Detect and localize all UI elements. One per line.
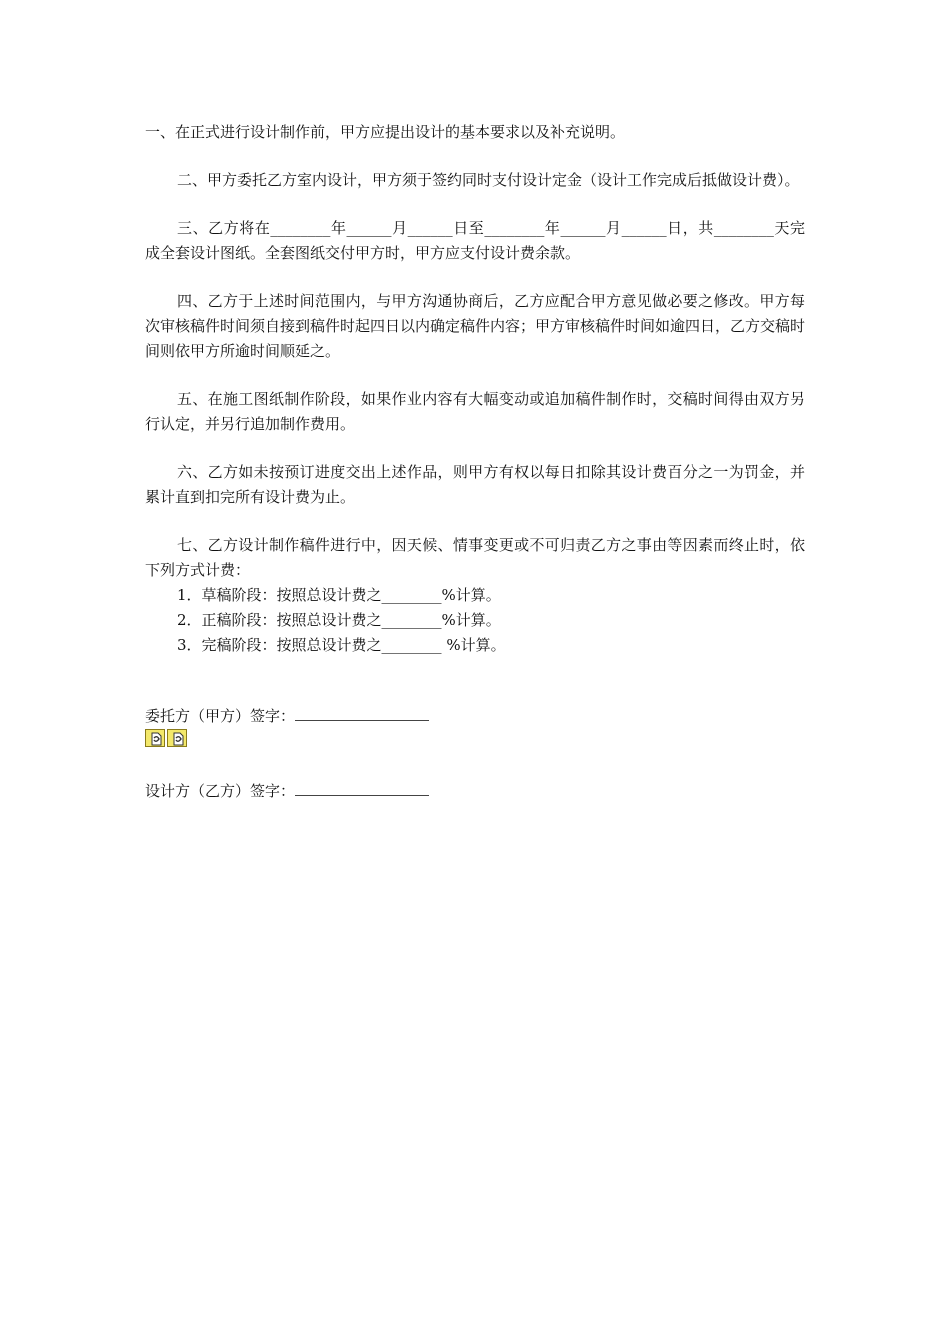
clause-5: 五、在施工图纸制作阶段，如果作业内容有大幅变动或追加稿件制作时，交稿时间得由双方另行认定，并另行追加制作费用。 bbox=[145, 390, 805, 433]
designer-signature-label: 设计方（乙方）签字： bbox=[145, 782, 296, 800]
attachment-icons bbox=[145, 729, 805, 749]
client-signature-label: 委托方（甲方）签字： bbox=[145, 707, 296, 725]
attachment-doc-icon[interactable] bbox=[145, 729, 165, 747]
client-signature-field[interactable] bbox=[295, 706, 429, 721]
contract-page bbox=[145, 120, 805, 804]
clause-6: 六、乙方如未按预订进度交出上述作品，则甲方有权以每日扣除其设计费百分之一为罚金，并累计直到扣完所有设计费为止。 bbox=[145, 463, 805, 506]
clause-3: 三、乙方将在________年______月______日至________年______月______日，共________天完成全套设计图纸。全套图纸交付甲方时，甲方应支付设计费余款。 bbox=[145, 219, 805, 262]
fee-item-final-draft: 2．正稿阶段：按照总设计费之________%计算。 bbox=[177, 611, 501, 629]
fee-item-draft: 1．草稿阶段：按照总设计费之________%计算。 bbox=[177, 586, 501, 604]
clause-4: 四、乙方于上述时间范围内，与甲方沟通协商后，乙方应配合甲方意见做必要之修改。甲方每次审核稿件时间须自接到稿件时起四日以内确定稿件内容；甲方审核稿件时间如逾四日，乙方交稿时间则依甲方所逾时间顺延之。 bbox=[145, 292, 806, 360]
signature-block bbox=[145, 704, 805, 804]
clause-2: 二、甲方委托乙方室内设计，甲方须于签约同时支付设计定金（设计工作完成后抵做设计费）。 bbox=[177, 171, 800, 189]
attachment-doc-icon[interactable] bbox=[167, 729, 187, 747]
clause-7: 七、乙方设计制作稿件进行中，因天候、情事变更或不可归责乙方之事由等因素而终止时，依下列方式计费： bbox=[145, 536, 805, 579]
clause-1: 一、在正式进行设计制作前，甲方应提出设计的基本要求以及补充说明。 bbox=[145, 123, 626, 141]
designer-signature-field[interactable] bbox=[295, 781, 429, 796]
designer-signature bbox=[145, 779, 805, 804]
client-signature bbox=[145, 704, 805, 729]
fee-item-completed: 3．完稿阶段：按照总设计费之________ %计算。 bbox=[177, 636, 506, 654]
